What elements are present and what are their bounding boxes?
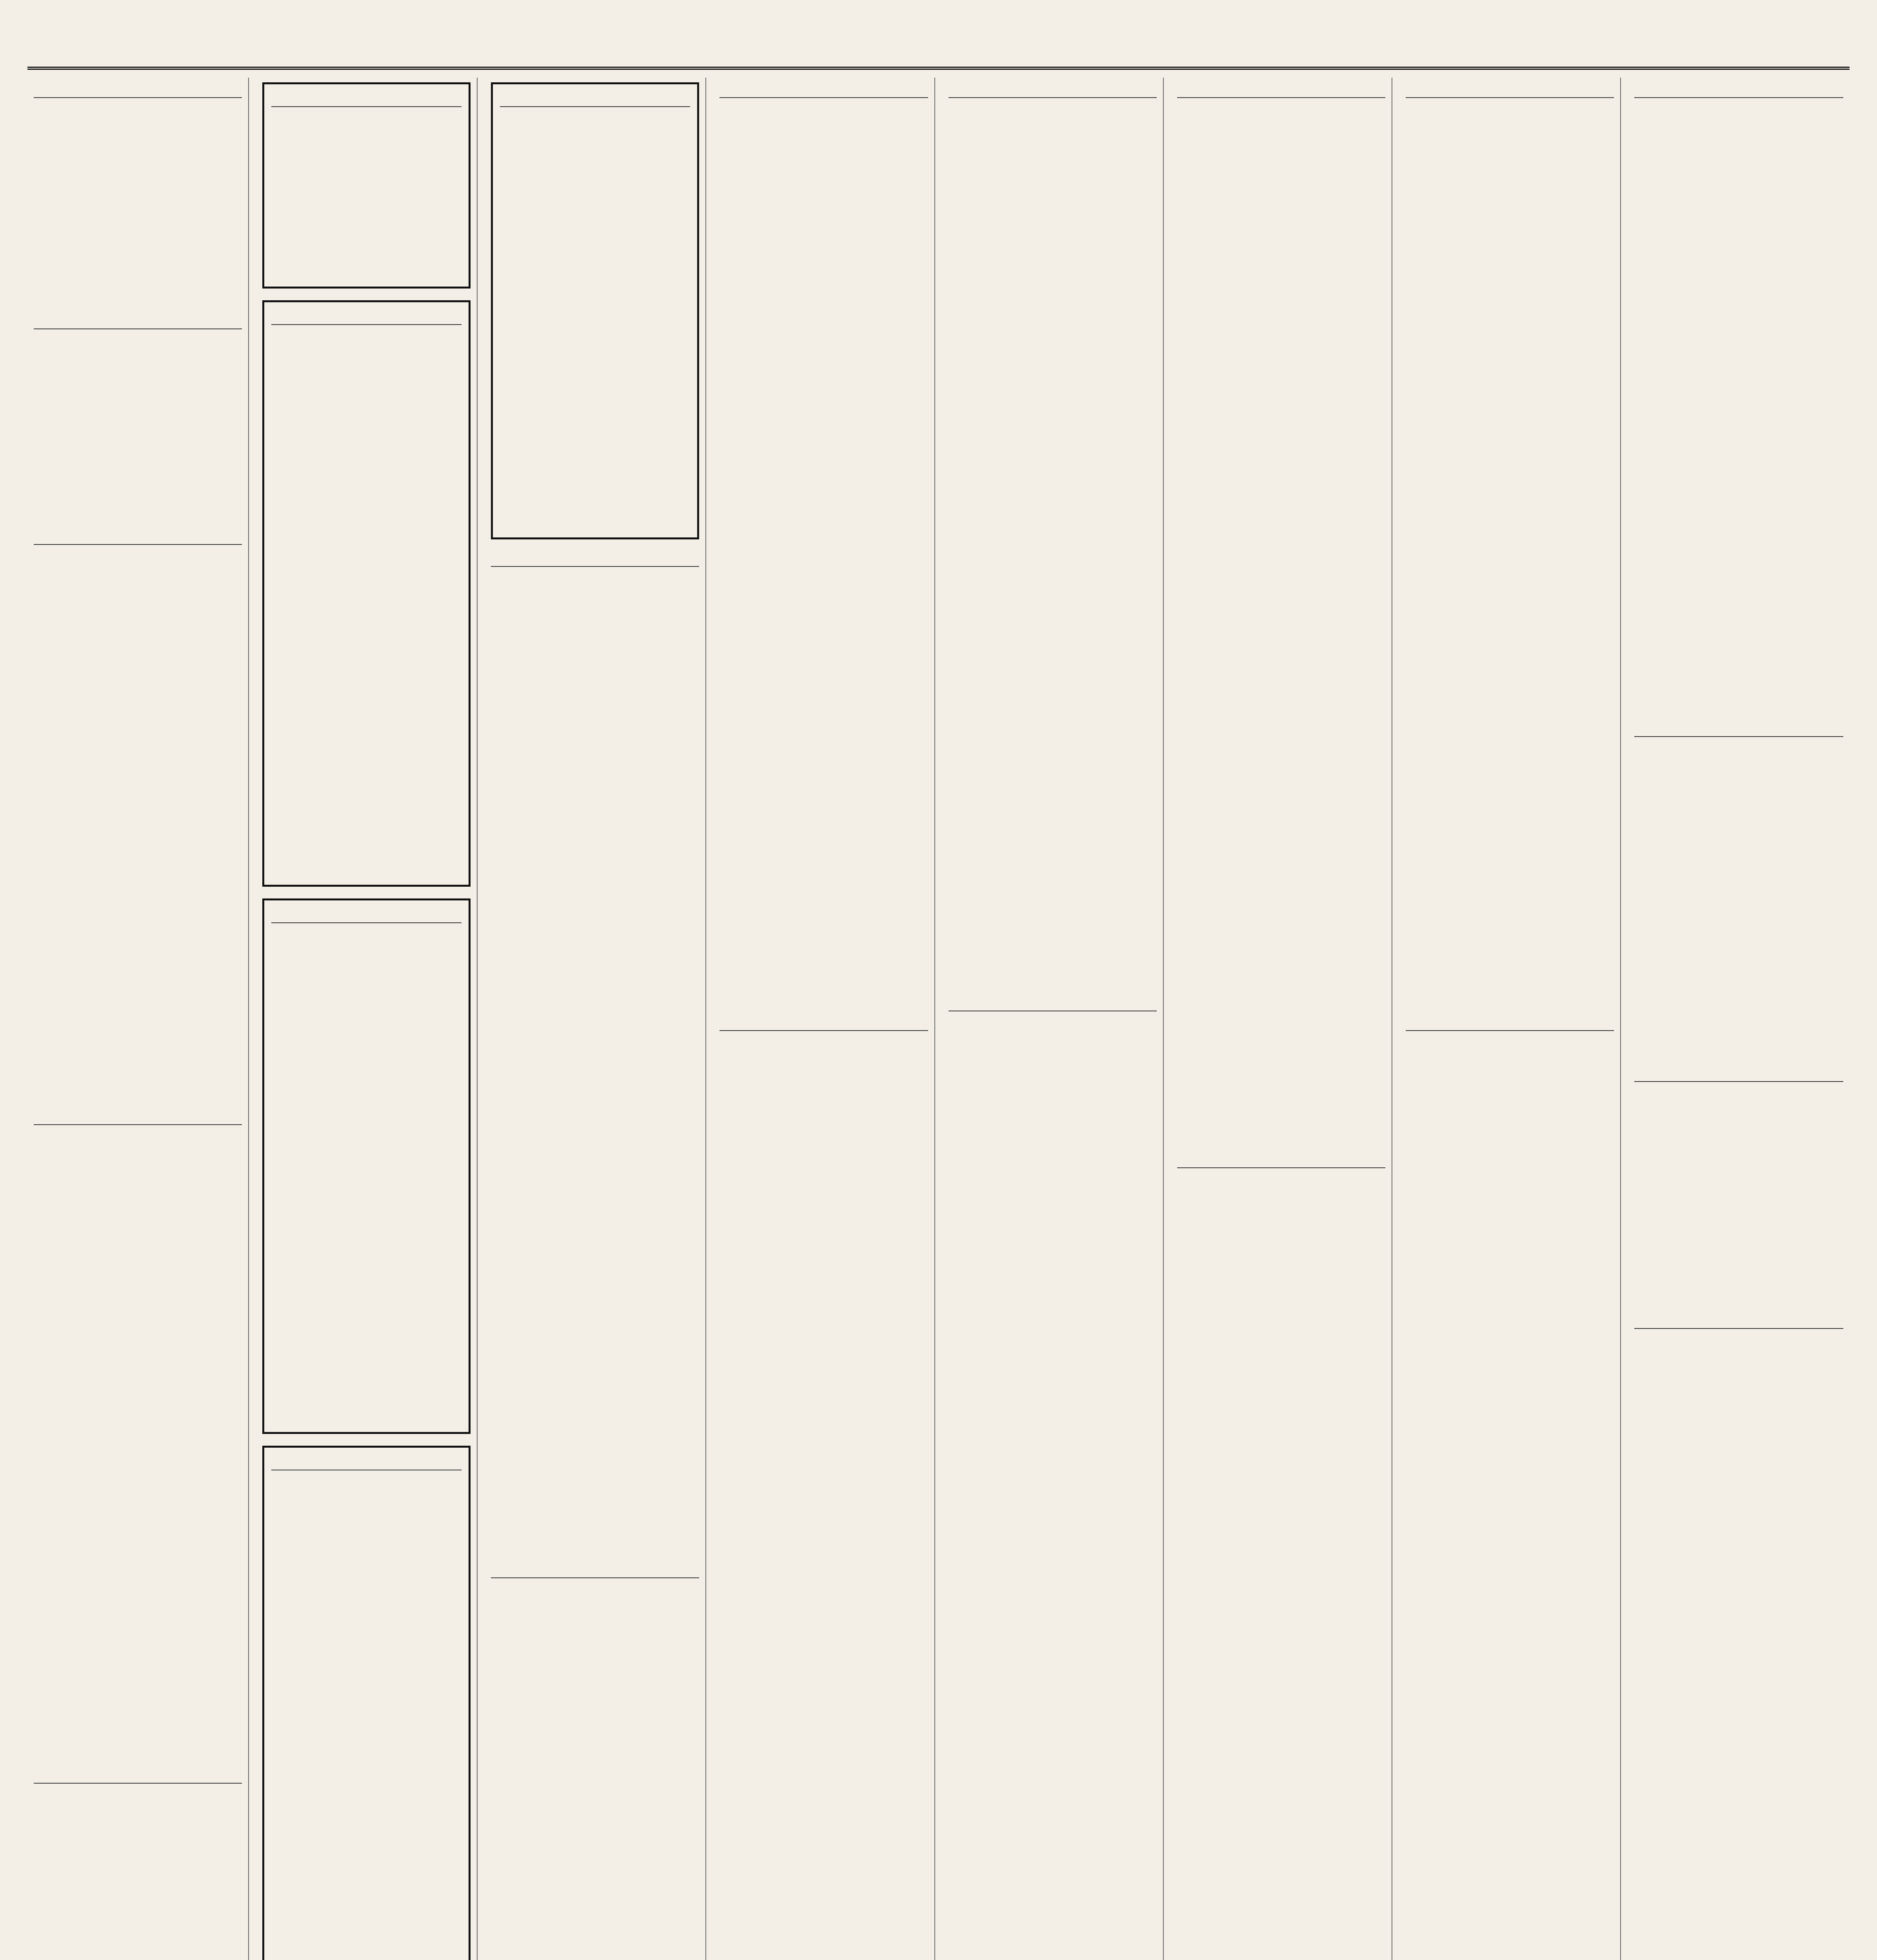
block-heading: [948, 82, 1157, 98]
advertisement: [262, 1446, 471, 1960]
column-grid: [27, 78, 1850, 1960]
block-heading: [1406, 82, 1614, 98]
block-heading: [1634, 82, 1843, 98]
column-1: [27, 78, 249, 1960]
block-heading: [491, 551, 699, 567]
column-5: [942, 78, 1164, 1960]
article: [1634, 1313, 1843, 1960]
block-heading: [1634, 1066, 1843, 1082]
article: [1177, 1152, 1385, 1960]
block-heading: [1177, 82, 1385, 98]
article: [34, 1768, 242, 1960]
newspaper-title: [311, 24, 1135, 59]
advertisement: [262, 82, 471, 289]
block-heading: [1634, 1313, 1843, 1329]
block-heading: [271, 1455, 462, 1470]
article: [34, 1109, 242, 1756]
page-number: [27, 27, 106, 55]
block-heading: [491, 1563, 699, 1578]
block-heading: [34, 1768, 242, 1784]
block-heading: [271, 907, 462, 923]
block-heading: [271, 309, 462, 325]
article: [34, 314, 242, 517]
block-heading: [1406, 1015, 1614, 1031]
block-heading: [720, 82, 928, 98]
article: [1406, 82, 1614, 1004]
article: [1634, 82, 1843, 710]
article: [720, 1948, 928, 1960]
column-8: [1628, 78, 1850, 1960]
block-heading: [1177, 1152, 1385, 1168]
block-heading: [34, 529, 242, 545]
issue-date: [1340, 27, 1850, 55]
masthead: [27, 16, 1850, 70]
article: [491, 1563, 699, 1960]
article: [1406, 1015, 1614, 1936]
article: [34, 529, 242, 1098]
block-heading: [34, 82, 242, 98]
column-7: [1399, 78, 1621, 1960]
advertisement: [262, 898, 471, 1434]
block-heading: [34, 314, 242, 329]
column-6: [1171, 78, 1392, 1960]
article: [948, 996, 1157, 1960]
block-heading: [34, 1109, 242, 1125]
article: [1177, 82, 1385, 1141]
block-heading: [271, 91, 462, 107]
article: [1406, 1948, 1614, 1960]
block-heading: [948, 996, 1157, 1011]
column-3: [485, 78, 706, 1960]
block-heading: [720, 1948, 928, 1960]
column-2: [256, 78, 478, 1960]
advertisement: [262, 300, 471, 887]
article: [1634, 1066, 1843, 1301]
block-heading: [1406, 1948, 1614, 1960]
article: [948, 82, 1157, 984]
block-heading: [1634, 721, 1843, 737]
article: [720, 1015, 928, 1936]
column-4: [713, 78, 935, 1960]
block-heading: [720, 1015, 928, 1031]
article: [1634, 721, 1843, 1054]
article: [491, 551, 699, 1551]
block-heading: [500, 91, 690, 107]
article: [34, 82, 242, 302]
advertisement: [491, 82, 699, 539]
article: [720, 82, 928, 1004]
